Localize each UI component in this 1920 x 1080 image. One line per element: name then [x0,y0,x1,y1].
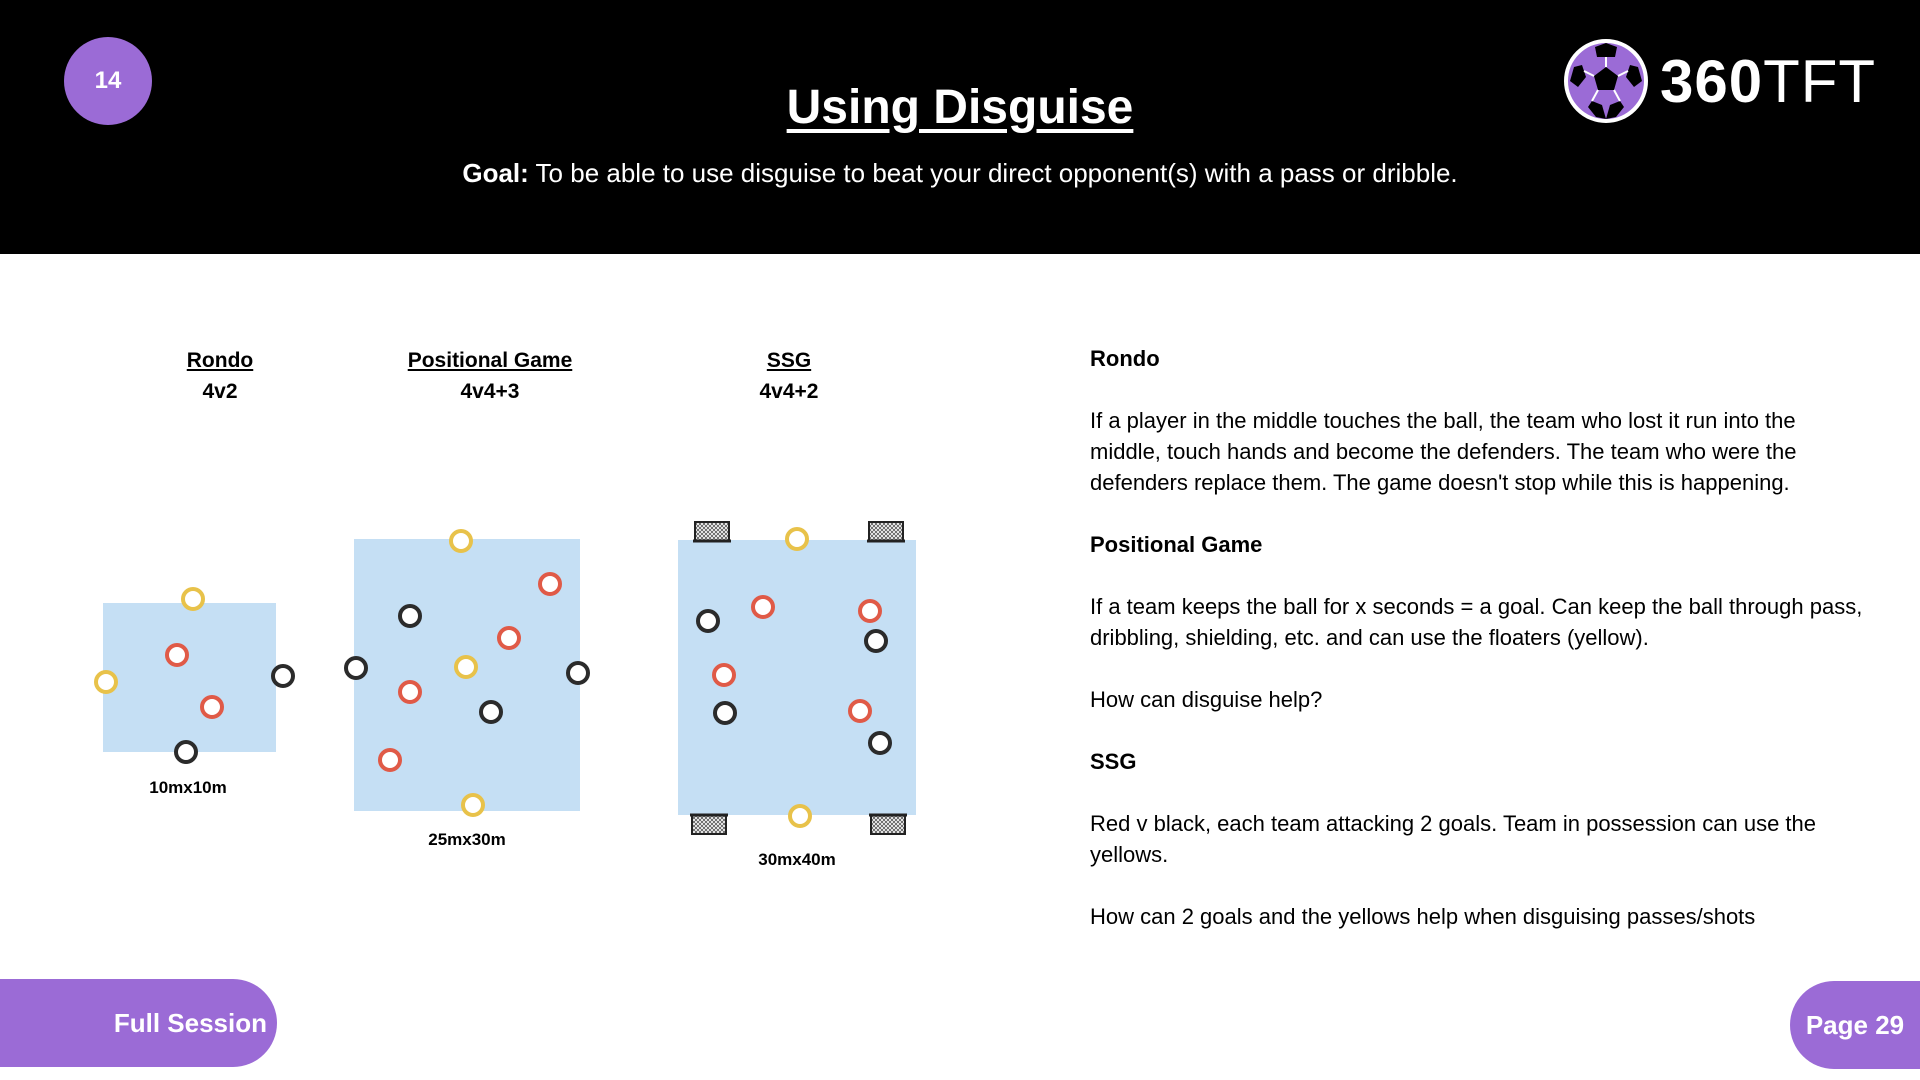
page-title: Using Disguise [786,81,1134,134]
logo [1562,36,1876,126]
black-player [481,702,501,722]
section-heading-rondo: Rondo [1090,346,1160,371]
yellow-player [96,672,116,692]
ssg-diagram [678,522,916,869]
goal-icon [693,522,731,541]
page-number-badge: Page 29 [1790,981,1920,1069]
red-player [499,628,519,648]
red-player [753,597,773,617]
red-player [860,601,880,621]
red-player [400,682,420,702]
section-text-positional-game: If a team keeps the ball for x seconds = a goal. Can keep the ball through pass, dribbling, shielding, etc. and can use the floaters (yellow). [1090,594,1863,650]
rondo-diagram [96,589,293,797]
black-player [400,606,420,626]
rondo-pitch [103,603,276,752]
red-player [540,574,560,594]
pitch-size-label: 25mx30m [428,830,506,849]
yellow-player [787,529,807,549]
black-player [273,666,293,686]
diagram-name: SSG [766,349,812,372]
goal-text: To be able to use disguise to beat your direct opponent(s) with a pass or dribble. [528,158,1458,188]
full-session-tab[interactable]: Full Session [0,979,277,1067]
black-player [346,658,366,678]
black-player [715,703,735,723]
yellow-player [451,531,471,551]
pitch-size-label: 30mx40m [758,850,836,869]
section-text-ssg: Red v black, each team attacking 2 goals. Team in possession can use the yellows. [1090,811,1817,867]
diagram-name: Positional Game [407,349,573,372]
diagram-format: 4v4+3 [460,380,520,403]
goal-icon [690,815,728,834]
black-player [568,663,588,683]
yellow-player [183,589,203,609]
red-player [202,697,222,717]
red-player [714,665,734,685]
black-player [866,631,886,651]
session-diagrams [0,0,1060,900]
section-heading-positional-game: Positional Game [1090,532,1263,557]
red-player [850,701,870,721]
diagram-format: 4v2 [202,380,238,403]
black-player [176,742,196,762]
section-text-rondo: If a player in the middle touches the ball, the team who lost it run into the middle, touch hands and become the defenders. The team who were the defenders replace them. The game doesn't stop while this is happening. [1090,408,1797,495]
goal-icon [869,815,907,834]
soccer-ball-icon [1562,37,1650,125]
red-player [167,645,187,665]
yellow-player [456,657,476,677]
goal-label: Goal: [462,158,529,188]
session-description [1090,343,1870,963]
yellow-player [463,795,483,815]
black-player [870,733,890,753]
pitch-size-label: 10mx10m [149,778,227,797]
positional-game-diagram [346,531,588,849]
diagram-name: Rondo [186,349,254,372]
red-player [380,750,400,770]
diagram-format: 4v4+2 [759,380,819,403]
section-question-positional-game: How can disguise help? [1090,687,1323,712]
slide-number-badge: 14 [64,37,152,125]
yellow-player [790,806,810,826]
section-heading-ssg: SSG [1090,749,1137,774]
section-question-ssg: How can 2 goals and the yellows help when disguising passes/shots [1090,904,1756,929]
goal-icon [867,522,905,541]
logo-wordmark: 360TFT [1660,47,1877,115]
black-player [698,611,718,631]
